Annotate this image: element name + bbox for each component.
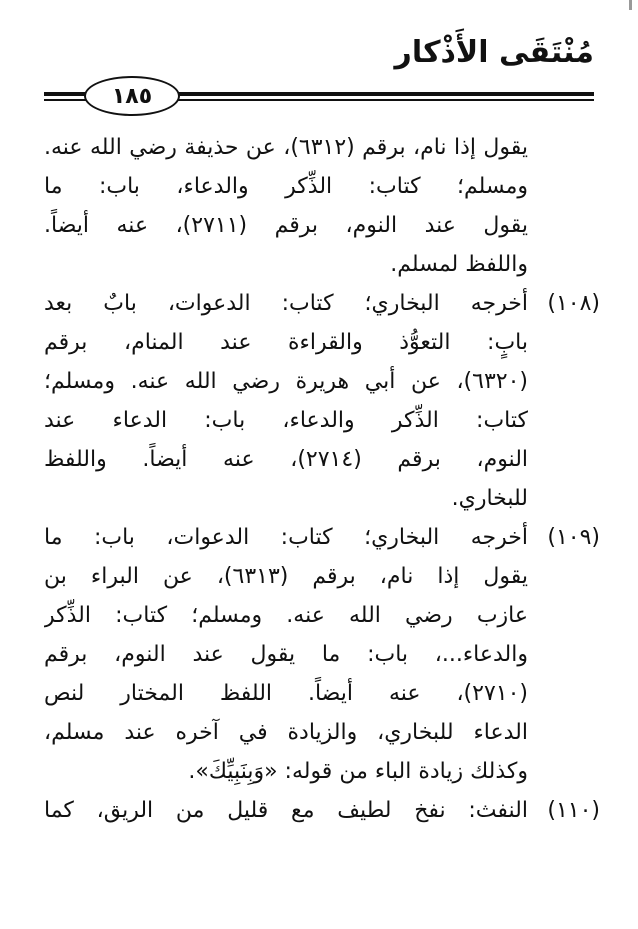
- footnote-number: (١٠٩): [547, 525, 600, 550]
- text-line: (٦٣٢٠)، عن أبي هريرة رضي الله عنه. ومسلم؛: [44, 369, 528, 394]
- text-line: النفث: نفخ لطيف مع قليل من الريق، كما: [44, 798, 528, 823]
- scan-corner-mark: [629, 0, 632, 10]
- text-line: أخرجه البخاري؛ كتاب: الدعوات، بابٌ بعد: [44, 291, 528, 316]
- text-line: وكذلك زيادة الباء من قوله: «وَبِنَبِيِّكَ».: [188, 759, 528, 784]
- footnote-109: [44, 518, 600, 791]
- text-line: كتاب: الذِّكر والدعاء، باب: الدعاء عند: [44, 408, 528, 433]
- text-line: يقول إذا نام، برقم (٦٣١٣)، عن البراء بن: [44, 564, 528, 589]
- running-header-title: مُنْتَقَى الأَذْكار: [394, 35, 594, 70]
- footnote-110: [44, 791, 600, 830]
- footnote-number: (١١٠): [547, 798, 600, 823]
- text-line: عازب رضي الله عنه. ومسلم؛ كتاب: الذِّكر: [44, 603, 528, 628]
- text-line: يقول عند النوم، برقم (٢٧١١)، عنه أيضاً.: [44, 213, 528, 238]
- text-line: أخرجه البخاري؛ كتاب: الدعوات، باب: ما: [44, 525, 528, 550]
- footnote-text: [44, 284, 600, 518]
- text-line: واللفظ لمسلم.: [390, 252, 528, 277]
- text-line: ومسلم؛ كتاب: الذِّكر والدعاء، باب: ما: [44, 174, 528, 199]
- footnote-text: [44, 791, 600, 830]
- page-number: ١٨٥: [84, 76, 180, 116]
- footnote-108: [44, 284, 600, 518]
- footnotes-body: [44, 128, 600, 830]
- text-line: للبخاري.: [451, 486, 528, 511]
- text-line: يقول إذا نام، برقم (٦٣١٢)، عن حذيفة رضي الله عنه.: [44, 135, 528, 160]
- continued-footnote: [44, 128, 600, 284]
- footnote-text: [44, 518, 600, 791]
- text-line: الدعاء للبخاري، والزيادة في آخره عند مسلم،: [44, 720, 528, 745]
- text-line: (٢٧١٠)، عنه أيضاً. اللفظ المختار لنص: [44, 681, 528, 706]
- text-line: النوم، برقم (٢٧١٤)، عنه أيضاً. واللفظ: [44, 447, 528, 472]
- text-line: بابٍ: التعوُّذ والقراءة عند المنام، برقم: [44, 330, 528, 355]
- footnote-number: (١٠٨): [547, 291, 600, 316]
- text-line: والدعاء...، باب: ما يقول عند النوم، برقم: [44, 642, 528, 667]
